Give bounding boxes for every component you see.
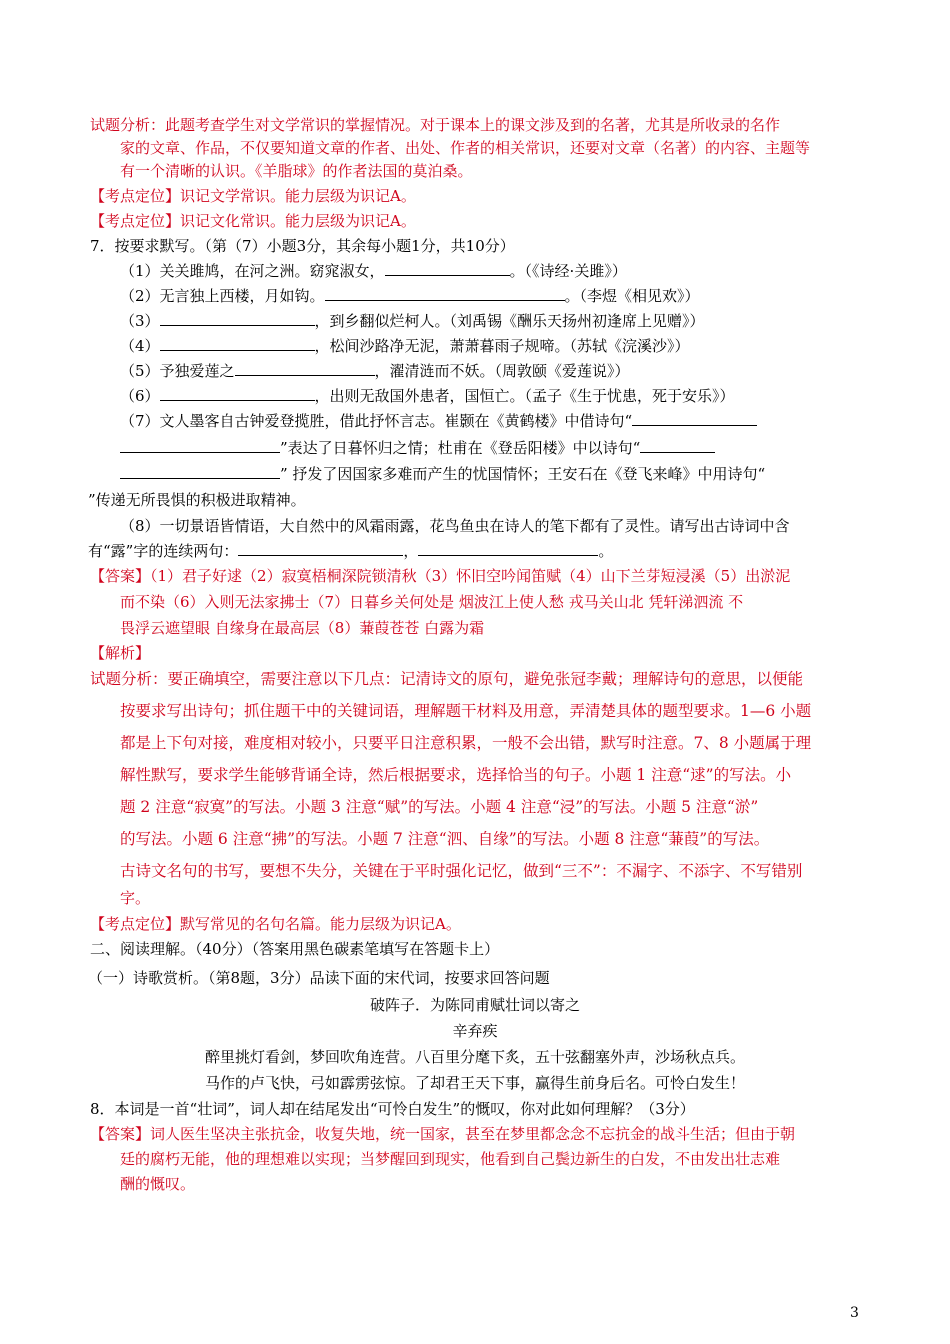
blank-line <box>160 311 315 326</box>
blank-line <box>632 411 757 426</box>
question-8: 8．本词是一首“壮词”，词人却在结尾发出“可怜白发生”的慨叹，你对此如何理解？（3分） <box>90 1100 695 1118</box>
q7-item-6-text: （6） <box>120 387 160 405</box>
part-heading: （一）诗歌赏析。（第8题，3分）品读下面的宋代词，按要求回答问题 <box>88 969 550 987</box>
blank-line <box>120 438 280 453</box>
blank-line <box>235 361 375 376</box>
q7-item-3 <box>120 311 705 331</box>
q7-item-8-comma: ， <box>403 542 419 560</box>
answer-line: 酬的慨叹。 <box>120 1175 196 1193</box>
blank-line <box>325 286 565 301</box>
q7-item-7-cont <box>120 438 715 458</box>
kaodian-line: 【考点定位】识记文学常识。能力层级为识记A。 <box>90 187 416 205</box>
poem-title: 破阵子．为陈同甫赋壮词以寄之 <box>369 996 580 1014</box>
q7-item-5-text: （5）予独爱莲之 <box>120 362 235 380</box>
q7-item-7 <box>120 411 757 431</box>
q7-item-6 <box>120 386 735 406</box>
q7-item-3-source: ，到乡翻似烂柯人。（刘禹锡《酬乐天扬州初逢席上见赠》） <box>314 312 705 330</box>
analysis-line: 题 2 注意“寂寞”的写法。小题 3 注意“赋”的写法。小题 4 注意“浸”的写法。小题 5 注意“淤” <box>120 798 759 816</box>
answer-line: 而不染（6）入则无法家拂士（7）日暮乡关何处是 烟波江上使人愁 戎马关山北 凭轩涕泗流 不 <box>120 593 744 611</box>
analysis-line: 解性默写，要求学生能够背诵全诗，然后根据要求，选择恰当的句子。小题 1 注意“逑”的写法。小 <box>120 766 792 784</box>
q7-item-7-text-c: ” 抒发了因国家多难而产生的忧国情怀；王安石在《登飞来峰》中用诗句“ <box>280 465 766 483</box>
q7-item-3-text: （3） <box>120 312 160 330</box>
q7-item-8-text: 有“露”字的连续两句： <box>88 542 239 560</box>
answer-line: 畏浮云遮望眼 自缘身在最高层（8）蒹葭苍苍 白露为霜 <box>120 619 485 637</box>
q7-item-5-source: ，濯清涟而不妖。（周敦颐《爱莲说》） <box>374 362 630 380</box>
q7-item-7-text: （7）文人墨客自古钟爱登揽胜，借此抒怀言志。崔颢在《黄鹤楼》中借诗句“ <box>120 412 633 430</box>
question-7-title: 7．按要求默写。（第（7）小题3分，其余每小题1分，共10分） <box>90 237 515 255</box>
section-heading: 二、阅读理解。（40分）（答案用黑色碳素笔填写在答题卡上） <box>90 940 500 958</box>
blank-line <box>418 541 598 556</box>
blank-line <box>160 386 315 401</box>
q7-item-1-source: 。（《诗经·关雎》） <box>509 262 627 280</box>
analysis-line: 按要求写出诗句；抓住题干中的关键词语，理解题干材料及用意，弄清楚具体的题型要求。1—6 小题 <box>120 702 812 720</box>
blank-line <box>640 438 715 453</box>
analysis-line: 试题分析：要正确填空，需要注意以下几点：记清诗文的原句，避免张冠李戴；理解诗句的意思，以便能 <box>90 670 804 688</box>
q7-item-7-cont2 <box>120 464 765 484</box>
q7-item-8: （8）一切景语皆情语，大自然中的风霜雨露，花鸟鱼虫在诗人的笔下都有了灵性。请写出古诗词中含 <box>120 517 790 535</box>
q7-item-1-text: （1）关关雎鸠，在河之洲。窈窕淑女， <box>120 262 385 280</box>
blank-line <box>238 541 403 556</box>
page-number: 3 <box>850 1305 859 1321</box>
answer-line: 【答案】（1）君子好逑（2）寂寞梧桐深院锁清秋（3）怀旧空吟闻笛赋（4）山下兰芽短浸溪（5）出淤泥 <box>90 567 791 585</box>
blank-line <box>120 464 280 479</box>
analysis-line: 的写法。小题 6 注意“拂”的写法。小题 7 注意“泗、自缘”的写法。小题 8 注意“蒹葭”的写法。 <box>120 830 770 848</box>
kaodian-line: 【考点定位】默写常见的名句名篇。能力层级为识记A。 <box>90 915 461 933</box>
poem-line: 马作的卢飞快，弓如霹雳弦惊。了却君王天下事，赢得生前身后名。可怜白发生！ <box>204 1074 745 1092</box>
analysis-line: 古诗文名句的书写，要想不失分，关键在于平时强化记忆，做到“三不”：不漏字、不添字、不写错别 <box>120 862 803 880</box>
analysis-line: 有一个清晰的认识。《羊脂球》的作者法国的莫泊桑。 <box>120 162 473 180</box>
q7-item-6-source: ，出则无敌国外患者，国恒亡。（孟子《生于忧患，死于安乐》） <box>314 387 735 405</box>
analysis-line: 都是上下句对接，难度相对较小，只要平日注意积累，一般不会出错，默写时注意。7、8 小题属于理 <box>120 734 812 752</box>
q7-item-7-end: ”传递无所畏惧的积极进取精神。 <box>88 491 306 509</box>
answer-line: 【答案】词人医生坚决主张抗金，收复失地，统一国家，甚至在梦里都念念不忘抗金的战斗生活；但由于朝 <box>90 1125 796 1143</box>
q7-item-8-end: 。 <box>598 542 614 560</box>
jiexi-label: 【解析】 <box>90 644 151 662</box>
q7-item-4 <box>120 336 690 356</box>
q7-item-2-text: （2）无言独上西楼，月如钩。 <box>120 287 325 305</box>
analysis-line: 字。 <box>120 889 151 907</box>
q7-item-4-source: ，松间沙路净无泥，萧萧暮雨子规啼。（苏轼《浣溪沙》） <box>314 337 690 355</box>
poem-line: 醉里挑灯看剑，梦回吹角连营。八百里分麾下炙，五十弦翻塞外声，沙场秋点兵。 <box>204 1048 745 1066</box>
q7-item-2-source: 。（李煜《相见欢》） <box>564 287 700 305</box>
q7-item-4-text: （4） <box>120 337 160 355</box>
answer-line: 廷的腐朽无能，他的理想难以实现；当梦醒回到现实，他看到自己鬓边新生的白发，不由发出壮志难 <box>120 1150 781 1168</box>
blank-line <box>385 261 510 276</box>
analysis-line: 家的文章、作品，不仅要知道文章的作者、出处、作者的相关常识，还要对文章（名著）的内容、主题等 <box>120 139 811 157</box>
q7-item-1 <box>120 261 627 281</box>
q7-item-5 <box>120 361 630 381</box>
q7-item-2 <box>120 286 700 306</box>
analysis-line: 试题分析：此题考查学生对文学常识的掌握情况。对于课本上的课文涉及到的名著，尤其是所收录的名作 <box>90 116 781 134</box>
kaodian-line: 【考点定位】识记文化常识。能力层级为识记A。 <box>90 212 416 230</box>
q7-item-7-text-b: ”表达了日暮怀归之情；杜甫在《登岳阳楼》中以诗句“ <box>280 439 641 457</box>
blank-line <box>160 336 315 351</box>
q7-item-8-cont <box>88 541 613 561</box>
poem-author: 辛弃疾 <box>452 1022 498 1040</box>
